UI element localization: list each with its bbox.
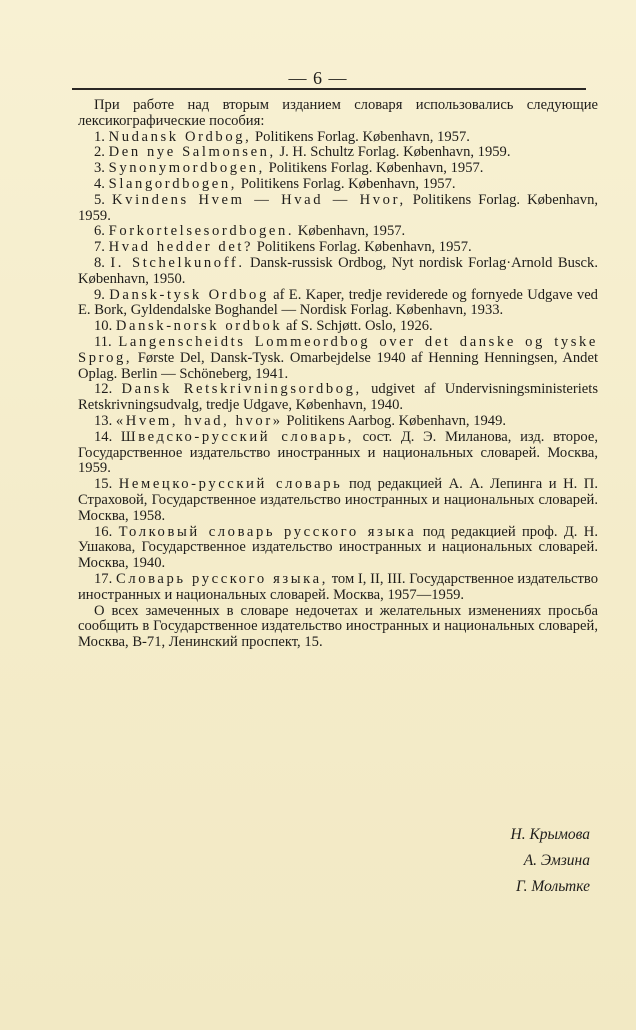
- reference-title: Nudansk Ordbog,: [108, 128, 252, 145]
- page-number: — 6 —: [288, 68, 348, 88]
- reference-title: Немецко-русский словарь: [118, 476, 343, 493]
- reference-item: [78, 224, 598, 240]
- reference-item: [78, 414, 598, 430]
- reference-number: 4.: [94, 175, 105, 192]
- reference-number: 15.: [94, 476, 113, 493]
- reference-number: 17.: [94, 570, 113, 587]
- reference-title: Dansk-tysk Ordbog: [109, 286, 269, 303]
- reference-item: [78, 145, 598, 161]
- reference-item: [78, 430, 598, 477]
- reference-number: 6.: [94, 223, 105, 240]
- reference-details: том I, II, III. Государственное издательство иностранных и национальных словарей. Москва, 1957—1959.: [78, 570, 598, 603]
- reference-title: Langenscheidts Lommeordbog over det danske og tyske Sprog,: [78, 333, 599, 366]
- reference-details: под редакцией проф. Д. Н. Ушакова, Государственное издательство иностранных и национальных словарей. Москва, 1940.: [78, 523, 598, 572]
- reference-item: [78, 288, 598, 320]
- header-rule: [72, 88, 586, 90]
- signatures: [390, 822, 590, 900]
- intro-paragraph: При работе над вторым изданием словаря использовались следующие лексикографические пособия:: [78, 97, 598, 129]
- reference-item: [78, 572, 598, 604]
- reference-details: København, 1957.: [297, 223, 406, 240]
- reference-title: Den nye Salmonsen,: [108, 144, 276, 161]
- reference-details: udgivet af Undervisningsministeriets Retskrivningsudvalg, tredje Udgave, København, 1940.: [78, 381, 598, 414]
- reference-title: Толковый словарь русского языка: [118, 523, 417, 540]
- reference-item: [78, 161, 598, 177]
- reference-details: Dansk-russisk Ordbog, Nyt nordisk Forlag·Arnold Busck. København, 1950.: [78, 254, 598, 287]
- reference-item: [78, 477, 598, 524]
- reference-details: af E. Kaper, tredje reviderede og fornyede Udgave ved E. Bork, Gyldendalske Boghandel — Nordisk Forlag. København, 1933.: [78, 286, 598, 319]
- reference-number: 3.: [94, 160, 105, 177]
- reference-details: Politikens Forlag. København, 1957.: [240, 175, 456, 192]
- reference-item: [78, 256, 598, 288]
- reference-number: 13.: [94, 412, 113, 429]
- reference-details: af S. Schjøtt. Oslo, 1926.: [285, 318, 433, 335]
- reference-number: 2.: [94, 144, 105, 161]
- signature-moltke: Г. Мольтке: [515, 878, 590, 895]
- reference-number: 12.: [94, 381, 113, 398]
- reference-title: Dansk-norsk ordbok: [115, 318, 283, 335]
- reference-details: Politikens Aarbog. København, 1949.: [286, 412, 507, 429]
- reference-details: Første Del, Dansk-Tysk. Omarbejdelse 1940 af Henning Henningsen, Andet Oplag. Berlin — Schöneberg, 1941.: [78, 349, 599, 382]
- reference-title: Kvindens Hvem — Hvad — Hvor,: [112, 191, 406, 208]
- reference-item: [78, 193, 598, 225]
- reference-number: 5.: [94, 191, 105, 208]
- closing-paragraph: О всех замеченных в словаре недочетах и желательных изменениях просьба сообщить в Государственное издательство иностранных и национальных словарей, Москва, В-71, Ленинский проспект, 15.: [78, 602, 598, 651]
- reference-details: сост. Д. Э. Миланова, изд. второе, Государственное издательство иностранных и национальных словарей. Москва, 1959.: [78, 428, 598, 477]
- reference-title: Шведско-русский словарь,: [120, 428, 355, 445]
- reference-item: [78, 177, 598, 193]
- reference-details: Politikens Forlag. København, 1959.: [78, 191, 599, 224]
- reference-number: 10.: [94, 318, 113, 335]
- reference-title: Forkortelsesordbogen.: [108, 223, 295, 240]
- reference-number: 7.: [94, 239, 105, 256]
- reference-item: [78, 382, 598, 414]
- reference-title: I. Stchelkunoff.: [110, 254, 245, 271]
- reference-details: Politikens Forlag. København, 1957.: [256, 239, 472, 256]
- reference-number: 16.: [94, 523, 113, 540]
- reference-item: [78, 240, 598, 256]
- reference-title: Словарь русского языка,: [116, 570, 328, 587]
- reference-details: Politikens Forlag. København, 1957.: [255, 128, 470, 145]
- reference-list: [78, 130, 598, 604]
- reference-number: 1.: [94, 128, 105, 145]
- reference-item: [78, 335, 598, 382]
- reference-title: Hvad hedder det?: [108, 239, 254, 256]
- reference-title: «Hvem, hvad, hvor»: [115, 412, 283, 429]
- reference-item: [78, 319, 598, 335]
- signature-krymova: Н. Крымова: [510, 826, 590, 843]
- reference-number: 8.: [94, 254, 105, 271]
- reference-item: [78, 525, 598, 572]
- page-body: [78, 98, 598, 651]
- reference-details: J. H. Schultz Forlag. København, 1959.: [279, 144, 511, 161]
- signature-emzina: А. Эмзина: [523, 852, 590, 869]
- reference-title: Synonymordbogen,: [108, 160, 265, 177]
- reference-title: Dansk Retskrivningsordbog,: [121, 381, 362, 398]
- reference-details: под редакцией А. А. Лепинга и Н. П. Страховой, Государственное издательство иностранных и национальных словарей. Москва, 1958.: [78, 476, 598, 524]
- reference-number: 9.: [94, 286, 105, 303]
- reference-item: [78, 130, 598, 146]
- reference-number: 11.: [94, 333, 112, 350]
- reference-details: Politikens Forlag. København, 1957.: [268, 160, 484, 177]
- reference-number: 14.: [94, 428, 113, 445]
- reference-title: Slangordbogen,: [108, 175, 238, 192]
